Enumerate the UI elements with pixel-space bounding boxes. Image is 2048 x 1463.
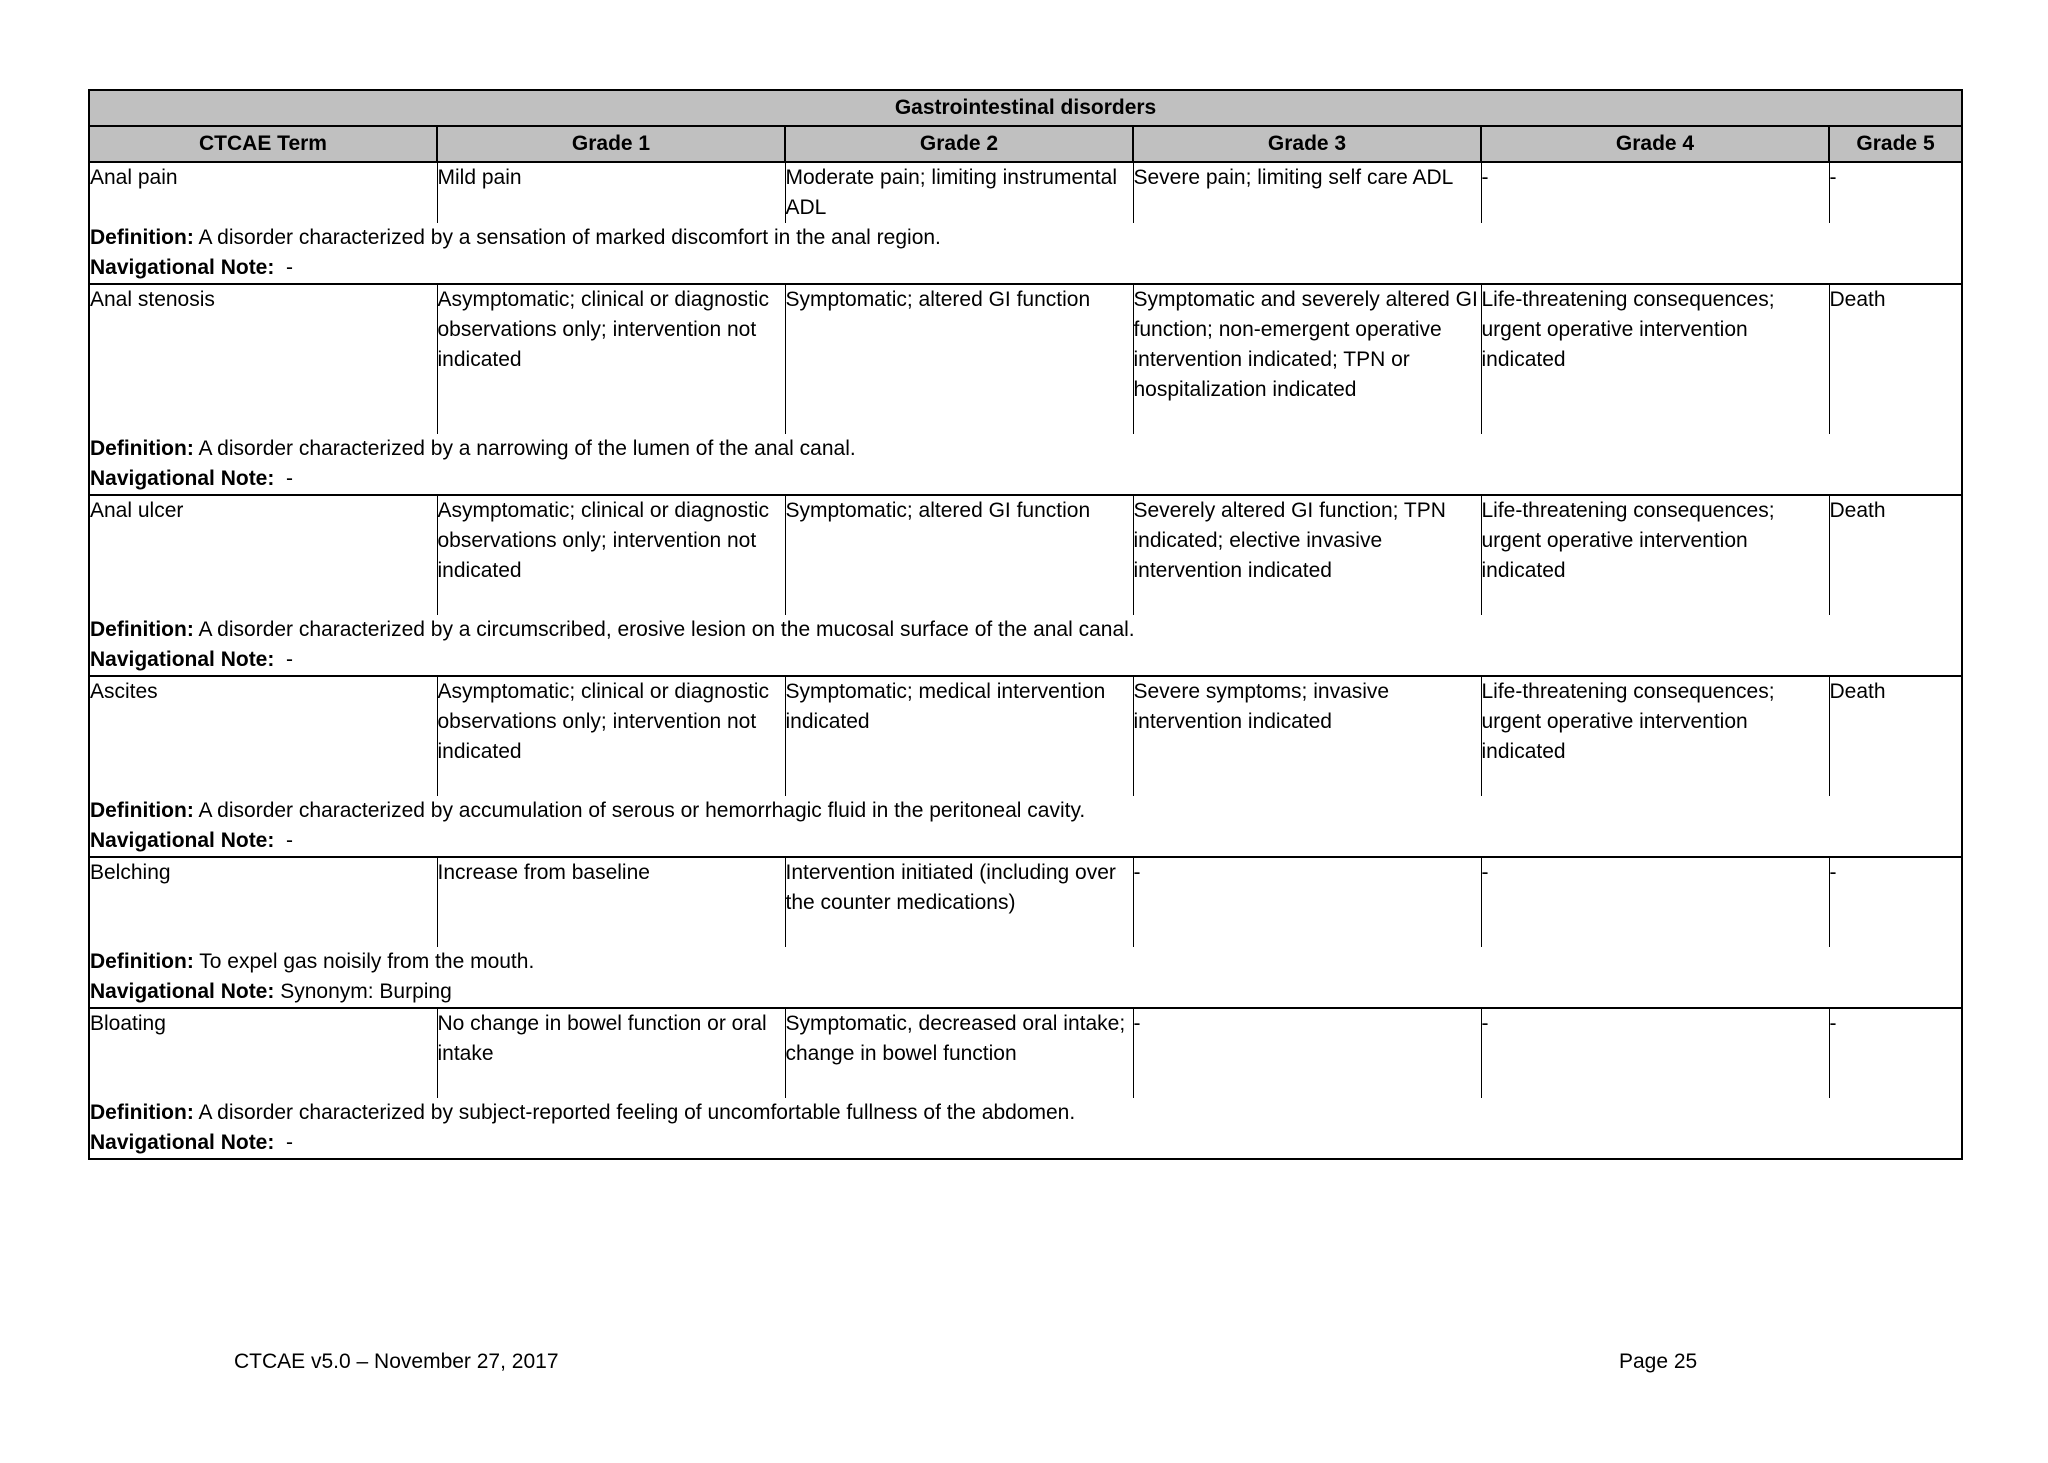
grade-cell: Symptomatic; medical intervention indicated [785, 676, 1133, 796]
definition-text: To expel gas noisily from the mouth. [199, 950, 535, 973]
nav-note-cell [89, 977, 1962, 1008]
nav-note-row [89, 253, 1962, 284]
grade-cell: Death [1829, 284, 1962, 434]
grade-cell: Symptomatic and severely altered GI function; non-emergent operative intervention indicated; TPN or hospitalization indicated [1133, 284, 1481, 434]
nav-note-text: - [286, 648, 294, 671]
definition-cell [89, 1098, 1962, 1128]
term-cell: Belching [89, 857, 437, 947]
table-row [89, 1008, 1962, 1098]
grade-cell: Increase from baseline [437, 857, 785, 947]
definition-label: Definition: [90, 950, 194, 973]
grade-cell: - [1481, 1008, 1829, 1098]
definition-row [89, 615, 1962, 645]
column-header: Grade 1 [437, 126, 785, 162]
grade-cell: - [1481, 857, 1829, 947]
definition-row [89, 223, 1962, 253]
grade-cell: - [1481, 162, 1829, 223]
definition-label: Definition: [90, 226, 194, 249]
nav-note-text: Synonym: Burping [280, 980, 452, 1003]
table-header-row [89, 126, 1962, 162]
grade-cell: Life-threatening consequences; urgent operative intervention indicated [1481, 676, 1829, 796]
nav-note-text: - [286, 256, 294, 279]
grade-cell: Severe pain; limiting self care ADL [1133, 162, 1481, 223]
nav-note-row [89, 645, 1962, 676]
table-row [89, 857, 1962, 947]
column-header: Grade 2 [785, 126, 1133, 162]
grade-cell: Asymptomatic; clinical or diagnostic observations only; intervention not indicated [437, 495, 785, 615]
nav-note-cell [89, 645, 1962, 676]
definition-row [89, 947, 1962, 977]
nav-note-label: Navigational Note: [90, 829, 275, 852]
grade-cell: Life-threatening consequences; urgent operative intervention indicated [1481, 495, 1829, 615]
nav-note-label: Navigational Note: [90, 980, 275, 1003]
grade-cell: Severely altered GI function; TPN indicated; elective invasive intervention indicated [1133, 495, 1481, 615]
grade-cell: Mild pain [437, 162, 785, 223]
nav-note-label: Navigational Note: [90, 648, 275, 671]
grade-cell: Death [1829, 495, 1962, 615]
definition-text: A disorder characterized by a circumscribed, erosive lesion on the mucosal surface of the anal canal. [198, 618, 1135, 641]
nav-note-row [89, 1128, 1962, 1159]
grade-cell: No change in bowel function or oral intake [437, 1008, 785, 1098]
grade-cell: Life-threatening consequences; urgent operative intervention indicated [1481, 284, 1829, 434]
nav-note-row [89, 464, 1962, 495]
definition-cell [89, 796, 1962, 826]
grade-cell: Moderate pain; limiting instrumental ADL [785, 162, 1133, 223]
definition-cell [89, 223, 1962, 253]
grade-cell: Symptomatic; altered GI function [785, 284, 1133, 434]
nav-note-text: - [286, 829, 294, 852]
column-header: Grade 4 [1481, 126, 1829, 162]
footer-page-number: Page 25 [1619, 1350, 1698, 1373]
definition-text: A disorder characterized by accumulation of serous or hemorrhagic fluid in the peritoneal cavity. [198, 799, 1086, 822]
grade-cell: - [1133, 1008, 1481, 1098]
nav-note-row [89, 977, 1962, 1008]
table-row [89, 284, 1962, 434]
grade-cell: Death [1829, 676, 1962, 796]
nav-note-text: - [286, 1131, 294, 1154]
term-cell: Anal pain [89, 162, 437, 223]
grade-cell: Symptomatic; altered GI function [785, 495, 1133, 615]
grade-cell: Asymptomatic; clinical or diagnostic observations only; intervention not indicated [437, 676, 785, 796]
definition-cell [89, 434, 1962, 464]
term-cell: Anal stenosis [89, 284, 437, 434]
term-cell: Anal ulcer [89, 495, 437, 615]
grade-cell: Intervention initiated (including over the counter medications) [785, 857, 1133, 947]
nav-note-label: Navigational Note: [90, 467, 275, 490]
definition-label: Definition: [90, 437, 194, 460]
nav-note-label: Navigational Note: [90, 256, 275, 279]
grade-cell: Severe symptoms; invasive intervention indicated [1133, 676, 1481, 796]
definition-label: Definition: [90, 618, 194, 641]
definition-label: Definition: [90, 799, 194, 822]
column-header: Grade 5 [1829, 126, 1962, 162]
nav-note-label: Navigational Note: [90, 1131, 275, 1154]
term-block [89, 162, 1962, 284]
nav-note-row [89, 826, 1962, 857]
term-block [89, 857, 1962, 1008]
table-row [89, 162, 1962, 223]
column-header: Grade 3 [1133, 126, 1481, 162]
grade-cell: - [1829, 162, 1962, 223]
term-block [89, 284, 1962, 495]
table-title: Gastrointestinal disorders [89, 90, 1962, 126]
grade-cell: - [1829, 1008, 1962, 1098]
nav-note-cell [89, 253, 1962, 284]
nav-note-cell [89, 464, 1962, 495]
definition-row [89, 1098, 1962, 1128]
definition-label: Definition: [90, 1101, 194, 1124]
definition-row [89, 434, 1962, 464]
grade-cell: Asymptomatic; clinical or diagnostic observations only; intervention not indicated [437, 284, 785, 434]
table-row [89, 495, 1962, 615]
definition-text: A disorder characterized by subject-reported feeling of uncomfortable fullness of the abdomen. [198, 1101, 1076, 1124]
nav-note-cell [89, 826, 1962, 857]
column-header: CTCAE Term [89, 126, 437, 162]
term-cell: Bloating [89, 1008, 437, 1098]
table-title-row [89, 90, 1962, 126]
definition-cell [89, 947, 1962, 977]
term-block [89, 1008, 1962, 1159]
ctcae-table [88, 89, 1963, 1160]
definition-text: A disorder characterized by a narrowing of the lumen of the anal canal. [198, 437, 856, 460]
definition-cell [89, 615, 1962, 645]
term-block [89, 676, 1962, 857]
grade-cell: - [1829, 857, 1962, 947]
grade-cell: Symptomatic, decreased oral intake; change in bowel function [785, 1008, 1133, 1098]
nav-note-cell [89, 1128, 1962, 1159]
footer-version-date: CTCAE v5.0 – November 27, 2017 [234, 1350, 559, 1373]
grade-cell: - [1133, 857, 1481, 947]
nav-note-text: - [286, 467, 294, 490]
definition-row [89, 796, 1962, 826]
definition-text: A disorder characterized by a sensation of marked discomfort in the anal region. [198, 226, 941, 249]
table-row [89, 676, 1962, 796]
term-block [89, 495, 1962, 676]
term-cell: Ascites [89, 676, 437, 796]
